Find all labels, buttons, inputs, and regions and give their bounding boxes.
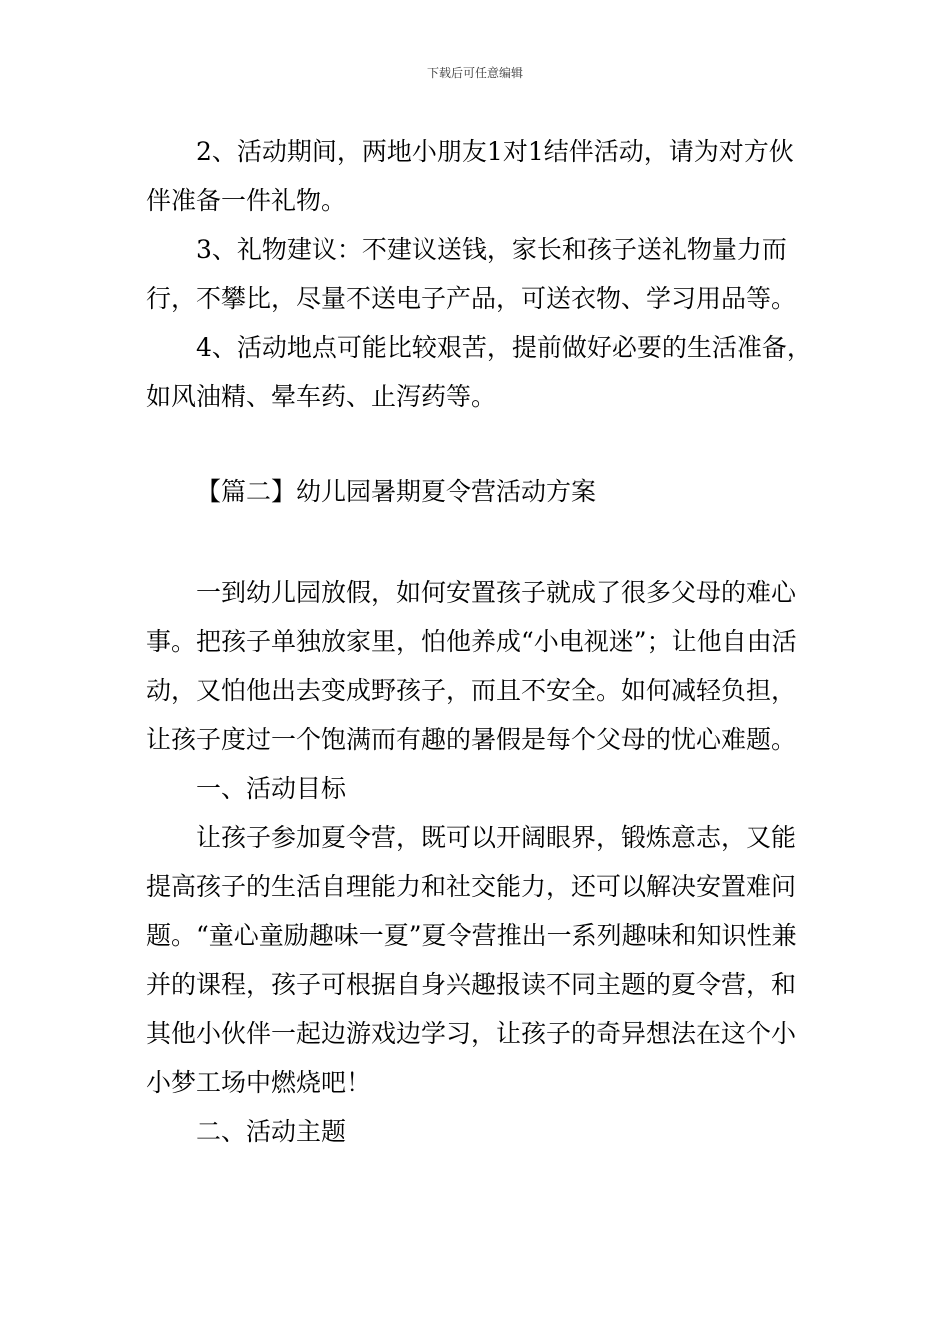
page-header: 下载后可任意编辑 (426, 66, 523, 80)
document-body (146, 127, 818, 1156)
paragraph-item-2: 2、活动期间，两地小朋友1对1结伴活动，请为对方伙伴准备一件礼物。 (146, 137, 794, 215)
section-title: 【篇二】幼儿园暑期夏令营活动方案 (196, 477, 597, 506)
paragraph-item-4: 4、活动地点可能比较艰苦，提前做好必要的生活准备，如风油精、晕车药、止泻药等。 (146, 333, 812, 411)
paragraph-item-3: 3、礼物建议：不建议送钱，家长和孩子送礼物量力而行，不攀比，尽量不送电子产品，可送衣物、学习用品等。 (146, 235, 797, 313)
heading-activity-theme: 二、活动主题 (196, 1117, 347, 1146)
goal-paragraph: 让孩子参加夏令营，既可以开阔眼界，锻炼意志，又能提高孩子的生活自理能力和社交能力，还可以解决安置难问题。“童心童励趣味一夏”夏令营推出一系列趣味和知识性兼并的课程，孩子可根据自身兴趣报读不同主题的夏令营，和其他小伙伴一起边游戏边学习，让孩子的奇异想法在这个小小梦工场中燃烧吧！ (146, 823, 797, 1097)
heading-activity-goal: 一、活动目标 (196, 774, 347, 803)
intro-paragraph: 一到幼儿园放假，如何安置孩子就成了很多父母的难心事。把孩子单独放家里，怕他养成“小电视迷”；让他自由活动，又怕他出去变成野孩子，而且不安全。如何减轻负担，让孩子度过一个饱满而有趣的暑假是每个父母的忧心难题。 (146, 578, 797, 754)
